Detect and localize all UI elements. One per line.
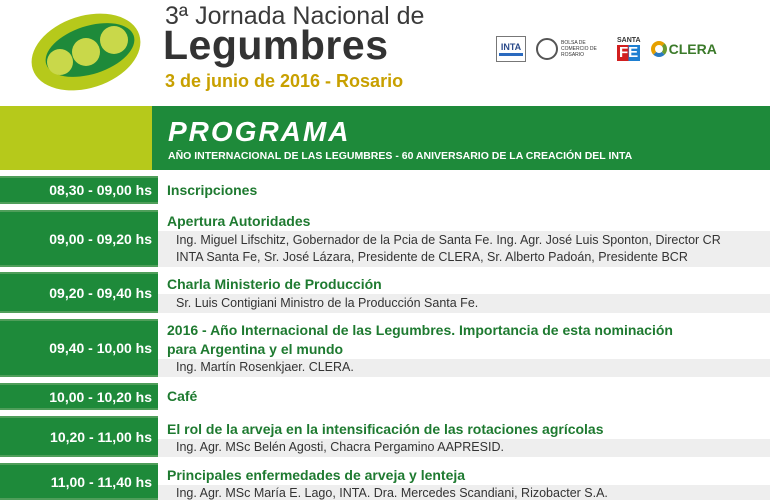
schedule-detail-line: Ing. Miguel Lifschitz, Gobernador de la Pcia de Santa Fe. Ing. Agr. José Luis Sponton, Director CR: [176, 233, 721, 247]
schedule-detail-line: Ing. Martín Rosenkjaer. CLERA.: [176, 360, 354, 374]
schedule-detail-line: Ing. Agr. MSc María E. Lago, INTA. Dra. Mercedes Scandiani, Rizobacter S.A.: [176, 486, 608, 500]
inta-logo-icon: INTA: [496, 36, 526, 62]
schedule-time: 10,00 - 10,20 hs: [0, 383, 158, 410]
schedule-row: [0, 210, 770, 267]
schedule-details: [158, 231, 770, 267]
schedule-row: [0, 176, 770, 204]
schedule-time: 10,20 - 11,00 hs: [0, 416, 158, 457]
program-title: PROGRAMA: [168, 116, 351, 147]
schedule-title: El rol de la arveja en la intensificación de las rotaciones agrícolas: [167, 421, 604, 437]
event-main-title: Legumbres: [163, 22, 389, 68]
schedule-row: [0, 319, 770, 377]
santafe-logo-icon: SANTA FE: [617, 37, 641, 61]
program-band-accent: [0, 106, 152, 170]
schedule-title: Charla Ministerio de Producción: [167, 276, 382, 292]
schedule-row: [0, 416, 770, 457]
sponsor-logos: [496, 34, 717, 64]
schedule-row: [0, 463, 770, 500]
pea-pod-logo-icon: [20, 0, 160, 106]
schedule-title-continued: para Argentina y el mundo: [167, 341, 344, 357]
schedule-details: [158, 359, 770, 377]
schedule-title: Café: [167, 388, 198, 404]
bolsa-logo-icon: BOLSA DE COMERCIO DE ROSARIO: [536, 38, 607, 60]
schedule-time: 09,20 - 09,40 hs: [0, 272, 158, 313]
program-banner: [152, 106, 770, 170]
schedule-time: 09,40 - 10,00 hs: [0, 319, 158, 377]
event-edition-title: 3ª Jornada Nacional de: [165, 2, 425, 30]
schedule-row: [0, 272, 770, 313]
schedule-title: Apertura Autoridades: [167, 213, 311, 229]
schedule-detail-line: INTA Santa Fe, Sr. José Lázara, Presidente de CLERA, Sr. Alberto Padoán, Presidente BCR: [176, 250, 688, 264]
schedule-time: 09,00 - 09,20 hs: [0, 210, 158, 267]
schedule-title: Principales enfermedades de arveja y lenteja: [167, 467, 466, 483]
schedule-details: [158, 485, 770, 500]
schedule-title: Inscripciones: [167, 182, 258, 198]
clera-logo-icon: CLERA: [651, 41, 717, 57]
schedule-details: [158, 294, 770, 313]
schedule-title: 2016 - Año Internacional de las Legumbres. Importancia de esta nominación: [167, 322, 673, 338]
schedule-details: [158, 439, 770, 457]
schedule-detail-line: Sr. Luis Contigiani Ministro de la Producción Santa Fe.: [176, 296, 479, 310]
schedule-time: 11,00 - 11,40 hs: [0, 463, 158, 500]
schedule-time: 08,30 - 09,00 hs: [0, 176, 158, 204]
event-date: 3 de junio de 2016 - Rosario: [165, 71, 404, 91]
program-subtitle: AÑO INTERNACIONAL DE LAS LEGUMBRES - 60 ANIVERSARIO DE LA CREACIÓN DEL INTA: [168, 150, 633, 162]
schedule-detail-line: Ing. Agr. MSc Belén Agosti, Chacra Pergamino AAPRESID.: [176, 440, 504, 454]
header: [0, 0, 770, 106]
schedule-row: [0, 383, 770, 410]
